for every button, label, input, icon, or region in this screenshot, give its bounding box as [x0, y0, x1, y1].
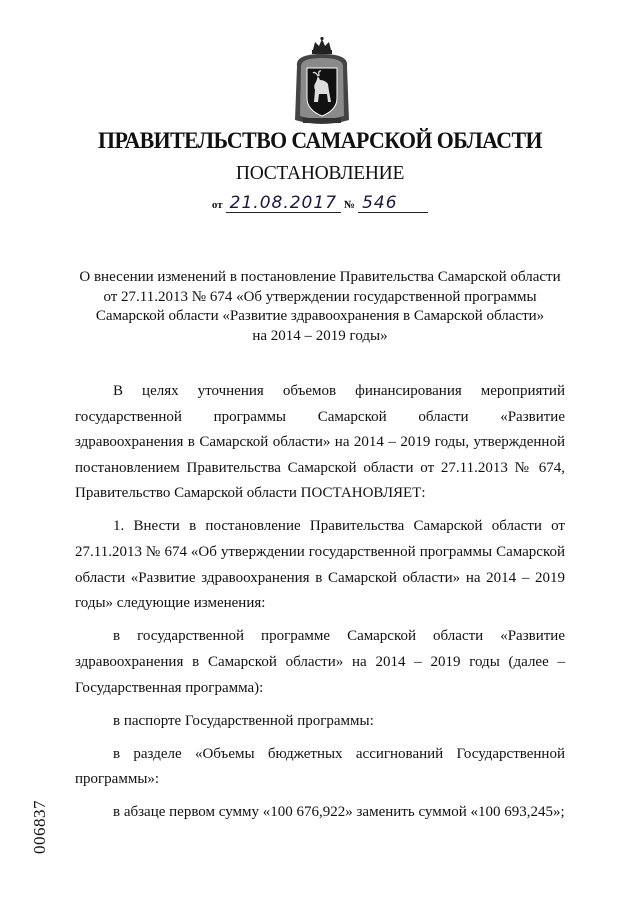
- subject-line: О внесении изменений в постановление Правительства Самарской области: [79, 269, 561, 285]
- body-paragraph: в паспорте Государственной программы:: [113, 712, 374, 729]
- date-prefix: от: [211, 199, 223, 211]
- samara-coat-of-arms-icon: [291, 36, 353, 126]
- organization-title: ПРАВИТЕЛЬСТВО САМАРСКОЙ ОБЛАСТИ: [98, 128, 542, 153]
- date-number-line: [0, 194, 640, 213]
- body-paragraph: В целях уточнения объемов финансирования мероприятий государственной программы Самарской области «Развитие здравоохранения в Самарской области» на 2014 – 2019 годы, утвержденной постановлением Правительства Самарской области от 27.11.2013 № 674, Правительство Самарской области ПОСТАНОВЛЯЕТ:: [75, 383, 565, 502]
- document-type: ПОСТАНОВЛЕНИЕ: [235, 163, 405, 184]
- body-paragraph: в разделе «Объемы бюджетных ассигнований Государственной программы»:: [75, 745, 565, 788]
- document-body: [75, 379, 565, 834]
- number-prefix: №: [344, 199, 356, 211]
- document-date: 21.08.2017: [226, 194, 341, 213]
- body-paragraph: 1. Внести в постановление Правительства Самарской области от 27.11.2013 № 674 «Об утверждении государственной программы Самарской области «Развитие здравоохранения в Самарской области» на 2014 – 2019 годы» следующие изменения:: [75, 518, 565, 612]
- body-paragraph: в государственной программе Самарской области «Развитие здравоохранения в Самарской области» на 2014 – 2019 годы (далее – Государственная программа):: [75, 628, 565, 696]
- stamp-number: 006837: [30, 800, 49, 854]
- document-subject: [70, 268, 570, 346]
- document-number: 546: [358, 194, 428, 213]
- subject-line: Самарской области «Развитие здравоохранения в Самарской области»: [95, 308, 545, 324]
- registration-stamp: [30, 782, 50, 872]
- subject-line: на 2014 – 2019 годы»: [252, 327, 388, 344]
- body-paragraph: в абзаце первом сумму «100 676,922» заменить суммой «100 693,245»;: [113, 804, 565, 821]
- subject-line: от 27.11.2013 № 674 «Об утверждении государственной программы: [103, 288, 537, 305]
